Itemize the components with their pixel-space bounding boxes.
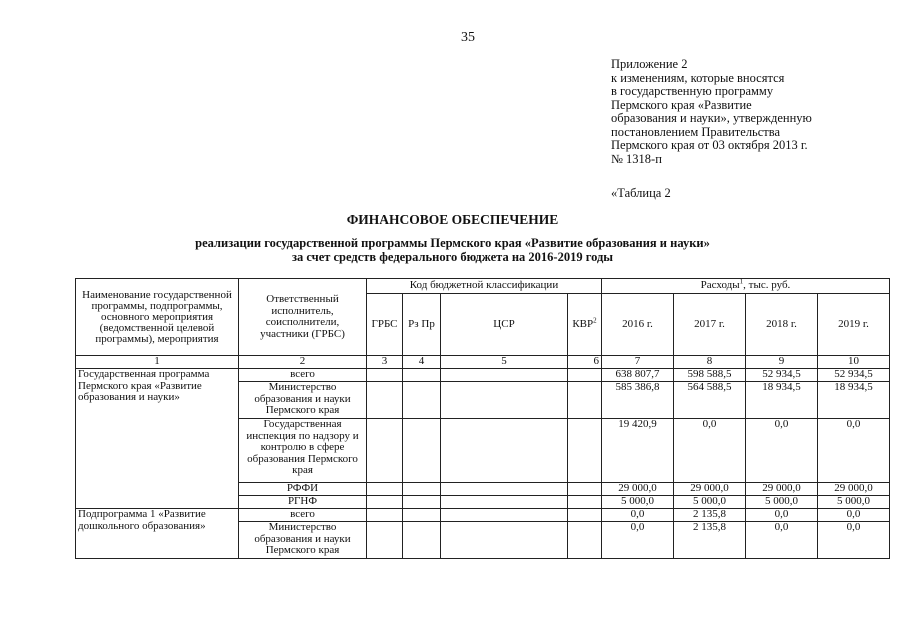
- kvr-cell: [568, 483, 602, 496]
- csr-cell: [441, 522, 568, 559]
- header-expenses-unit: , тыс. руб.: [743, 279, 791, 292]
- executor-cell: Государственная инспекция по надзору и контролю в сфере образования Пермского края: [239, 419, 367, 483]
- document-subtitle: реализации государственной программы Пермского края «Развитие образования и науки»: [195, 236, 710, 250]
- column-number: 3: [367, 356, 403, 369]
- page-number: 35: [461, 30, 475, 45]
- kvr-cell: [568, 419, 602, 483]
- value-2017: 5 000,0: [674, 496, 746, 509]
- column-number: 4: [403, 356, 441, 369]
- table-row: [76, 509, 890, 522]
- header-csr: ЦСР: [441, 294, 568, 356]
- value-2016: 638 807,7: [602, 369, 674, 382]
- document-subtitle-2: за счет средств федерального бюджета на 2016-2019 годы: [291, 250, 614, 264]
- header-expenses-label: Расходы: [700, 279, 740, 292]
- program-name: Государственная программа Пермского края «Развитие образования и науки»: [76, 369, 239, 509]
- value-2017: 2 135,8: [674, 509, 746, 522]
- header-year-2018: 2018 г.: [746, 294, 818, 356]
- column-number: 9: [746, 356, 818, 369]
- subprogram-name: Подпрограмма 1 «Развитие дошкольного образования»: [76, 509, 239, 559]
- rzpr-cell: [403, 369, 441, 382]
- value-2019: 0,0: [818, 509, 890, 522]
- grbs-cell: [367, 369, 403, 382]
- value-2018: 0,0: [746, 419, 818, 483]
- table-row: [76, 369, 890, 382]
- value-2018: 0,0: [746, 509, 818, 522]
- column-number: 2: [239, 356, 367, 369]
- executor-cell: Министерство образования и науки Пермского края: [239, 382, 367, 419]
- value-2017: 564 588,5: [674, 382, 746, 419]
- grbs-cell: [367, 419, 403, 483]
- executor-cell: РФФИ: [239, 483, 367, 496]
- value-2017: 2 135,8: [674, 522, 746, 559]
- rzpr-cell: [403, 483, 441, 496]
- value-2019: 18 934,5: [818, 382, 890, 419]
- header-year-2017: 2017 г.: [674, 294, 746, 356]
- grbs-cell: [367, 509, 403, 522]
- rzpr-cell: [403, 419, 441, 483]
- appendix-line: № 1318-п: [611, 151, 662, 166]
- csr-cell: [441, 483, 568, 496]
- rzpr-cell: [403, 496, 441, 509]
- value-2016: 29 000,0: [602, 483, 674, 496]
- header-kvr-label: КВР: [572, 317, 594, 330]
- csr-cell: [441, 496, 568, 509]
- header-kvr: [568, 294, 602, 356]
- value-2016: 0,0: [602, 509, 674, 522]
- value-2016: 5 000,0: [602, 496, 674, 509]
- appendix-line: образования и науки», утвержденную: [611, 111, 812, 125]
- header-grbs: ГРБС: [367, 294, 403, 356]
- header-year-2019: 2019 г.: [818, 294, 890, 356]
- kvr-cell: [568, 522, 602, 559]
- appendix-line: Приложение 2: [611, 57, 688, 71]
- header-rzpr: Рз Пр: [403, 294, 441, 356]
- grbs-cell: [367, 483, 403, 496]
- appendix-line: Пермского края от 03 октября 2013 г.: [611, 138, 808, 152]
- appendix-note: [611, 58, 881, 166]
- footnote-mark: 1: [739, 278, 744, 286]
- header-year-2016: 2016 г.: [602, 294, 674, 356]
- value-2018: 0,0: [746, 522, 818, 559]
- financing-table: [75, 278, 890, 559]
- executor-cell: РГНФ: [239, 496, 367, 509]
- csr-cell: [441, 419, 568, 483]
- rzpr-cell: [403, 509, 441, 522]
- document-title: ФИНАНСОВОЕ ОБЕСПЕЧЕНИЕ: [346, 212, 559, 227]
- grbs-cell: [367, 522, 403, 559]
- value-2018: 18 934,5: [746, 382, 818, 419]
- value-2016: 585 386,8: [602, 382, 674, 419]
- appendix-line: постановлением Правительства: [611, 124, 781, 139]
- executor-cell: всего: [239, 369, 367, 382]
- grbs-cell: [367, 496, 403, 509]
- value-2019: 5 000,0: [818, 496, 890, 509]
- rzpr-cell: [403, 382, 441, 419]
- kvr-cell: [568, 496, 602, 509]
- value-2017: 598 588,5: [674, 369, 746, 382]
- grbs-cell: [367, 382, 403, 419]
- column-number: 5: [441, 356, 568, 369]
- csr-cell: [441, 382, 568, 419]
- kvr-cell: [568, 509, 602, 522]
- value-2019: 52 934,5: [818, 369, 890, 382]
- table-label: «Таблица 2: [611, 186, 671, 200]
- value-2018: 29 000,0: [746, 483, 818, 496]
- executor-cell: Министерство образования и науки Пермского края: [239, 522, 367, 559]
- column-number: 8: [674, 356, 746, 369]
- executor-cell: всего: [239, 509, 367, 522]
- csr-cell: [441, 369, 568, 382]
- value-2017: 0,0: [674, 419, 746, 483]
- kvr-cell: [568, 382, 602, 419]
- value-2016: 19 420,9: [602, 419, 674, 483]
- appendix-line: в государственную программу: [611, 84, 774, 98]
- column-number: 6: [568, 356, 602, 369]
- kvr-cell: [568, 369, 602, 382]
- footnote-mark: 2: [593, 316, 597, 325]
- rzpr-cell: [403, 522, 441, 559]
- value-2018: 5 000,0: [746, 496, 818, 509]
- appendix-line: к изменениям, которые вносятся: [611, 70, 785, 85]
- column-number: 7: [602, 356, 674, 369]
- csr-cell: [441, 509, 568, 522]
- header-expenses: [602, 279, 890, 294]
- value-2017: 29 000,0: [674, 483, 746, 496]
- value-2018: 52 934,5: [746, 369, 818, 382]
- column-number: 1: [76, 356, 239, 369]
- column-number: 10: [818, 356, 890, 369]
- value-2019: 29 000,0: [818, 483, 890, 496]
- appendix-line: Пермского края «Развитие: [611, 97, 752, 112]
- value-2016: 0,0: [602, 522, 674, 559]
- value-2019: 0,0: [818, 419, 890, 483]
- header-budget-code: Код бюджетной классификации: [367, 279, 602, 294]
- header-executor: Ответственный исполнитель, соисполнители, участники (ГРБС): [239, 279, 367, 356]
- header-name: Наименование государственной программы, подпрограммы, основного мероприятия (ведомственной целевой программы), мероприятия: [76, 279, 239, 356]
- value-2019: 0,0: [818, 522, 890, 559]
